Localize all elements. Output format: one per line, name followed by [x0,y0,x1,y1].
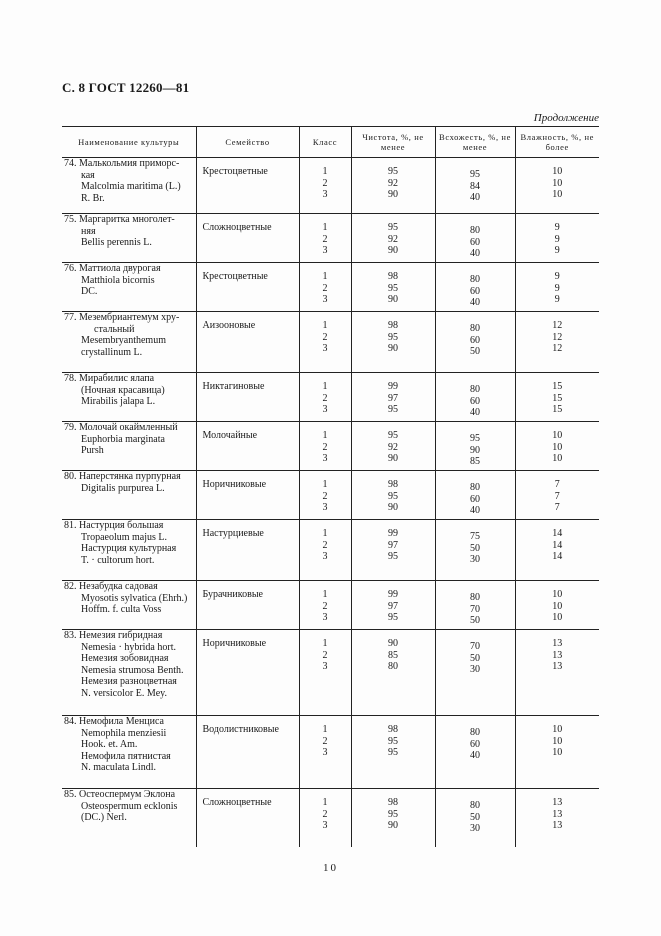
culture-name-cell [62,373,196,422]
class-value: 2 [322,649,328,661]
germination-value: 95 [470,433,480,444]
class-value: 3 [322,245,328,256]
class-value: 1 [322,320,328,331]
culture-name-line: няя [81,225,96,237]
germination-value: 60 [470,236,480,248]
family-name: Сложноцветные [202,222,272,233]
germination-value: 40 [470,407,480,418]
germination-cell [435,581,515,630]
culture-name-cell [62,471,196,520]
moisture-value: 14 [552,539,563,551]
germination-value: 80 [470,323,480,334]
class-cell [299,263,351,312]
germination-value: 60 [470,395,480,407]
class-cell [299,312,351,373]
purity-value: 90 [388,502,398,513]
moisture-value: 13 [552,661,563,672]
moisture-value: 15 [552,392,563,404]
moisture-value: 14 [552,551,563,562]
purity-value: 95 [388,166,398,177]
class-cell [299,789,351,847]
purity-value: 90 [388,343,398,354]
family-name: Крестоцветные [202,166,268,177]
moisture-value: 9 [554,282,560,294]
purity-value: 97 [388,539,398,551]
moisture-value: 9 [554,233,560,245]
purity-value: 85 [388,649,398,661]
family-name: Настурциевые [202,528,264,539]
family-name: Водолистниковые [202,724,279,735]
purity-cell [351,263,435,312]
culture-name-line: Myosotis sylvatica (Ehrh.) [81,592,188,604]
family-name: Никтагиновые [202,381,265,392]
moisture-cell [515,789,599,847]
family-cell [196,422,299,471]
class-value: 1 [322,589,328,600]
class-value: 2 [322,177,328,189]
class-cell [299,373,351,422]
family-cell [196,471,299,520]
germination-value: 95 [470,169,480,180]
germination-value: 85 [470,456,480,467]
moisture-cell [515,520,599,581]
culture-name-cell [62,312,196,373]
culture-name-line: (Ночная красавица) [81,384,165,396]
culture-name: 80. Наперстянка пурпурная [64,471,181,482]
moisture-value: 13 [552,808,563,820]
class-value: 1 [322,638,328,649]
purity-value: 95 [388,490,398,502]
culture-name-line: N. maculata Lindl. [81,762,156,773]
col-header-name: Наименование культуры [62,127,196,158]
seed-standards-table [62,126,599,847]
culture-name-cell [62,716,196,789]
culture-name: 85. Остеоспермум Эклона [64,789,176,800]
purity-value: 99 [388,381,398,392]
germination-cell [435,789,515,847]
purity-value: 95 [388,808,398,820]
culture-name: 79. Молочай окаймленный [64,422,178,433]
col-header-family: Семейство [196,127,299,158]
culture-name-cell [62,520,196,581]
class-value: 3 [322,820,328,831]
class-value: 3 [322,551,328,562]
class-value: 3 [322,189,328,200]
moisture-value: 9 [554,294,560,305]
class-value: 3 [322,612,328,623]
class-value: 2 [322,490,328,502]
moisture-value: 10 [552,177,563,189]
germination-value: 84 [470,180,480,192]
germination-value: 80 [470,384,480,395]
purity-value: 98 [388,724,398,735]
family-name: Крестоцветные [202,271,268,282]
table-row [62,373,599,422]
class-value: 3 [322,747,328,758]
family-cell [196,312,299,373]
culture-name-line: Nemesia · hybrida hort. [81,641,176,653]
purity-value: 92 [388,177,398,189]
germination-cell [435,312,515,373]
col-header-class: Класс [299,127,351,158]
germination-cell [435,214,515,263]
germination-value: 30 [470,823,480,834]
moisture-value: 14 [552,528,563,539]
germination-value: 50 [470,811,480,823]
purity-value: 95 [388,404,398,415]
purity-value: 95 [388,735,398,747]
culture-name-cell [62,581,196,630]
moisture-value: 7 [554,479,560,490]
moisture-value: 13 [552,797,563,808]
moisture-value: 13 [552,638,563,649]
moisture-cell [515,471,599,520]
culture-name: 83. Немезия гибридная [64,630,163,641]
family-cell [196,581,299,630]
class-value: 1 [322,724,328,735]
class-value: 3 [322,404,328,415]
culture-name-cell [62,422,196,471]
germination-value: 50 [470,346,480,357]
family-name: Норичниковые [202,479,267,490]
moisture-value: 12 [552,331,563,343]
moisture-value: 10 [552,430,563,441]
col-header-purity: Чистота, %, не менее [351,127,435,158]
germination-value: 60 [470,285,480,297]
purity-value: 99 [388,589,398,600]
germination-cell [435,630,515,716]
class-value: 2 [322,282,328,294]
culture-name: 82. Незабудка садовая [64,581,158,592]
culture-name-cell [62,263,196,312]
purity-cell [351,630,435,716]
class-cell [299,716,351,789]
germination-value: 70 [470,603,480,615]
purity-value: 80 [388,661,398,672]
purity-value: 95 [388,222,398,233]
germination-value: 80 [470,800,480,811]
class-value: 2 [322,539,328,551]
class-value: 3 [322,294,328,305]
class-value: 1 [322,430,328,441]
table-row [62,716,599,789]
purity-value: 95 [388,331,398,343]
culture-name: 78. Мирабилис ялапа [64,373,155,384]
purity-value: 90 [388,453,398,464]
germination-cell [435,520,515,581]
purity-cell [351,422,435,471]
purity-value: 90 [388,245,398,256]
purity-value: 95 [388,747,398,758]
purity-value: 97 [388,392,398,404]
moisture-cell [515,373,599,422]
family-cell [196,373,299,422]
germination-value: 80 [470,482,480,493]
family-cell [196,158,299,214]
moisture-value: 13 [552,649,563,661]
class-value: 3 [322,343,328,354]
purity-cell [351,716,435,789]
family-name: Аизооновые [202,320,256,331]
table-row [62,158,599,214]
culture-name-line: DC. [81,286,98,297]
continuation-label: Продолжение [533,112,599,124]
page-header: С. 8 ГОСТ 12260—81 [62,80,190,95]
culture-name-line: Mesembryanthemum [81,335,166,346]
culture-name-cell [62,214,196,263]
purity-value: 98 [388,271,398,282]
culture-name: 74. Малькольмия приморс- [64,158,180,169]
germination-cell [435,471,515,520]
germination-value: 60 [470,334,480,346]
culture-name-line: Osteospermum ecklonis [81,800,178,812]
culture-name-line: Настурция культурная [81,543,177,554]
moisture-value: 10 [552,166,563,177]
culture-name-line: Немезия зобовидная [81,653,169,664]
culture-name-line: Malcolmia maritima (L.) [81,181,181,192]
class-value: 2 [322,441,328,453]
moisture-cell [515,716,599,789]
moisture-cell [515,312,599,373]
culture-name-line: Mirabilis jalapa L. [81,396,156,407]
moisture-cell [515,581,599,630]
purity-value: 97 [388,600,398,612]
purity-cell [351,373,435,422]
class-value: 3 [322,502,328,513]
moisture-value: 9 [554,222,560,233]
col-header-germination: Всхожесть, %, не менее [435,127,515,158]
culture-name-line: (DC.) Nerl. [81,812,127,823]
culture-name-line: Bellis perennis L. [81,237,152,248]
moisture-value: 10 [552,589,563,600]
culture-name-line: Hoffm. f. culta Voss [81,604,162,615]
class-value: 2 [322,735,328,747]
class-cell [299,422,351,471]
family-name: Норичниковые [202,638,267,649]
col-header-moisture: Влажность, %, не более [515,127,599,158]
purity-value: 90 [388,189,398,200]
germination-cell [435,263,515,312]
culture-name-line: Hook. et. Am. [81,739,138,750]
germination-value: 30 [470,664,480,675]
purity-cell [351,158,435,214]
moisture-value: 9 [554,271,560,282]
moisture-value: 10 [552,189,563,200]
purity-value: 90 [388,294,398,305]
moisture-cell [515,630,599,716]
class-cell [299,471,351,520]
moisture-cell [515,158,599,214]
germination-cell [435,422,515,471]
culture-name-line: N. versicolor E. Mey. [81,687,167,699]
culture-name-line: T. · cultorum hort. [81,554,155,566]
class-value: 1 [322,381,328,392]
moisture-value: 7 [554,502,560,513]
purity-value: 95 [388,612,398,623]
germination-value: 80 [470,592,480,603]
purity-value: 95 [388,551,398,562]
culture-name: 76. Маттиола двурогая [64,263,161,274]
germination-value: 40 [470,297,480,308]
table-row [62,471,599,520]
table-row [62,312,599,373]
class-value: 2 [322,392,328,404]
family-cell [196,214,299,263]
moisture-value: 10 [552,724,563,735]
table-row [62,789,599,847]
germination-value: 90 [470,444,480,456]
culture-name-line: crystallinum L. [81,346,143,358]
purity-value: 99 [388,528,398,539]
culture-name-line: Euphorbia marginata [81,433,165,445]
moisture-value: 10 [552,600,563,612]
moisture-value: 10 [552,441,563,453]
table-header-row [62,127,599,158]
germination-value: 40 [470,750,480,761]
moisture-value: 9 [554,245,560,256]
culture-name-cell [62,158,196,214]
class-cell [299,630,351,716]
table-row [62,581,599,630]
purity-value: 90 [388,638,398,649]
culture-name: 75. Маргаритка многолет- [64,214,175,225]
class-value: 1 [322,479,328,490]
moisture-value: 13 [552,820,563,831]
class-value: 2 [322,233,328,245]
culture-name: 77. Мезембриантемум хру- [64,312,180,323]
moisture-cell [515,422,599,471]
purity-cell [351,471,435,520]
purity-cell [351,520,435,581]
class-value: 1 [322,528,328,539]
class-value: 1 [322,222,328,233]
culture-name-line: Nemophila menziesii [81,727,167,739]
class-cell [299,581,351,630]
class-cell [299,214,351,263]
moisture-value: 12 [552,343,563,354]
culture-name-line: Немезия разноцветная [81,676,177,687]
germination-value: 80 [470,274,480,285]
germination-cell [435,373,515,422]
culture-name-cell [62,630,196,716]
class-value: 3 [322,661,328,672]
moisture-value: 15 [552,381,563,392]
moisture-value: 10 [552,735,563,747]
culture-name: 81. Настурция большая [64,520,164,531]
family-name: Бурачниковые [202,589,263,600]
class-value: 2 [322,600,328,612]
germination-value: 80 [470,727,480,738]
culture-name-line: Matthiola bicornis [81,274,155,286]
purity-value: 98 [388,479,398,490]
moisture-value: 12 [552,320,563,331]
table-row [62,520,599,581]
purity-value: 98 [388,320,398,331]
germination-value: 30 [470,554,480,565]
class-cell [299,520,351,581]
class-value: 2 [322,808,328,820]
class-value: 1 [322,166,328,177]
moisture-value: 10 [552,453,563,464]
purity-value: 98 [388,797,398,808]
table-row [62,214,599,263]
family-cell [196,716,299,789]
moisture-value: 10 [552,747,563,758]
class-cell [299,158,351,214]
culture-name-line: R. Br. [81,192,105,204]
germination-value: 80 [470,225,480,236]
germination-cell [435,716,515,789]
purity-value: 90 [388,820,398,831]
table-row [62,263,599,312]
moisture-value: 7 [554,490,560,502]
purity-cell [351,214,435,263]
table-row [62,422,599,471]
purity-cell [351,581,435,630]
culture-name-line: стальный [94,323,135,335]
class-value: 1 [322,797,328,808]
moisture-value: 10 [552,612,563,623]
germination-value: 40 [470,248,480,259]
culture-name: 84. Немофила Менциса [64,716,164,727]
germination-value: 70 [470,641,480,652]
germination-value: 40 [470,192,480,203]
moisture-cell [515,214,599,263]
class-value: 3 [322,453,328,464]
family-cell [196,263,299,312]
moisture-value: 15 [552,404,563,415]
table-row [62,630,599,716]
family-cell [196,520,299,581]
culture-name-line: Nemesia strumosa Benth. [81,664,184,676]
class-value: 1 [322,271,328,282]
family-name: Молочайные [202,430,258,441]
germination-value: 75 [470,531,480,542]
culture-name-line: Pursh [81,445,104,456]
family-name: Сложноцветные [202,797,272,808]
purity-value: 95 [388,282,398,294]
purity-cell [351,789,435,847]
germination-value: 50 [470,615,480,626]
culture-name-line: Немофила пятнистая [81,750,171,762]
family-cell [196,789,299,847]
family-cell [196,630,299,716]
culture-name-line: Tropaeolum majus L. [81,531,168,543]
culture-name-cell [62,789,196,847]
purity-value: 92 [388,233,398,245]
germination-cell [435,158,515,214]
germination-value: 60 [470,738,480,750]
purity-cell [351,312,435,373]
culture-name-line: кая [81,169,95,181]
page-number: 10 [323,862,338,874]
moisture-cell [515,263,599,312]
culture-name-line: Digitalis purpurea L. [81,482,165,494]
germination-value: 60 [470,493,480,505]
class-value: 2 [322,331,328,343]
germination-value: 50 [470,652,480,664]
purity-value: 92 [388,441,398,453]
purity-value: 95 [388,430,398,441]
germination-value: 40 [470,505,480,516]
germination-value: 50 [470,542,480,554]
